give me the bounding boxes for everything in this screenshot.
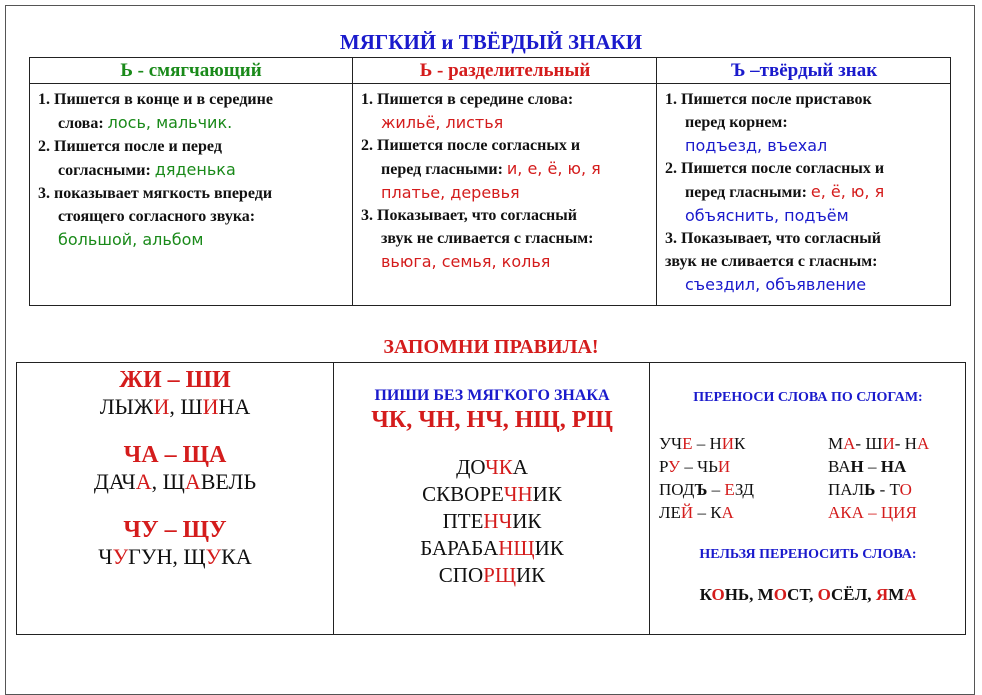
example: и, е, ё, ю, я: [506, 159, 601, 178]
no-soft-sign-column: [333, 363, 650, 634]
example: вьюга, семья, колья: [381, 252, 551, 271]
rule-text: звук не сливается с гласным:: [381, 230, 594, 247]
example: плат: [381, 183, 421, 202]
rule-text: звук не сливается с гласным:: [665, 253, 878, 270]
example: ё, листь: [425, 113, 494, 132]
rule-text: 1. Пишется после приставок: [665, 91, 872, 108]
rule-pair-heading: ЧА – ЩА: [123, 442, 227, 468]
rule-example-word: ЛЫЖИ, ШИНА: [99, 394, 251, 419]
rule-text: 1. Пишется в середине слова:: [361, 91, 574, 108]
rule-heading: ЧК, ЧН, НЧ, НЩ, РЩ: [371, 407, 613, 433]
example: лось, мальчик.: [107, 113, 233, 132]
vowel-rules-column: [17, 363, 333, 634]
syllable-example: ВАН – НА: [828, 457, 907, 476]
syllable-example: РУ – ЧЬИ: [659, 457, 731, 476]
example: ье, дерев: [420, 183, 501, 202]
example: объяснить, подъём: [685, 206, 849, 225]
rule-text: слова:: [58, 115, 104, 132]
example-word: ПТЕНЧИК: [442, 509, 542, 533]
syllable-example: ПОДЪ – ЕЗД: [659, 480, 754, 499]
example: подъезд, въехал: [685, 136, 828, 155]
syllable-example: ПАЛЬ - ТО: [828, 480, 912, 499]
example: ья: [500, 183, 520, 202]
example: жиль: [381, 113, 426, 132]
hard-sign-column: [656, 58, 951, 305]
column-header: Ь - смягчающий: [30, 58, 352, 84]
syllable-example: МА- ШИ- НА: [828, 434, 930, 453]
rule-text: 2. Пишется после и перед: [38, 138, 222, 155]
forbidden-words: КОНЬ, МОСТ, ОСЁЛ, ЯМА: [699, 585, 917, 604]
example: дяденька: [154, 160, 236, 179]
soft-sign-column: [30, 58, 352, 305]
example-word: СПОРЩИК: [438, 563, 546, 587]
rule-example-word: ЧУГУН, ЩУКА: [98, 544, 252, 569]
rule-text: 1. Пишется в конце и в середине: [38, 91, 273, 108]
rule-example-word: ДАЧА, ЩАВЕЛЬ: [93, 469, 257, 494]
hyphenation-column: [649, 363, 966, 634]
syllable-example: АКА – ЦИЯ: [828, 503, 917, 522]
example-word: БАРАБАНЩИК: [420, 536, 564, 560]
rule-text: перед корнем:: [685, 114, 788, 131]
rule-pair-heading: ЖИ – ШИ: [119, 367, 231, 393]
column-header: Ь - разделительный: [353, 58, 657, 84]
rule-text: 3. показывает мягкость впереди: [38, 185, 273, 202]
column-header: Ъ –твёрдый знак: [657, 58, 951, 84]
example: большой, альбом: [58, 230, 204, 249]
separating-soft-sign-column: [352, 58, 657, 305]
rule-heading: НЕЛЬЗЯ ПЕРЕНОСИТЬ СЛОВА:: [699, 547, 917, 562]
syllable-example: ЛЕЙ – КА: [659, 503, 734, 522]
remember-table: [16, 362, 966, 635]
rule-text: перед гласными:: [685, 184, 807, 201]
rule-text: перед гласными:: [381, 161, 503, 178]
rule-text: 2. Пишется после согласных и: [361, 137, 581, 154]
rules-table: [29, 57, 951, 306]
syllable-example: УЧЕ – НИК: [659, 434, 746, 453]
rule-text: 3. Показывает, что согласный: [665, 230, 881, 247]
example-word: ДОЧКА: [456, 455, 528, 479]
rule-heading: ПЕРЕНОСИ СЛОВА ПО СЛОГАМ:: [693, 390, 923, 405]
rule-text: 3. Показывает, что согласный: [361, 207, 577, 224]
remember-rules-heading: ЗАПОМНИ ПРАВИЛА!: [383, 336, 599, 358]
page-title: МЯГКИЙ и ТВЁРДЫЙ ЗНАКИ: [339, 30, 643, 54]
example-word: СКВОРЕЧНИК: [422, 482, 562, 506]
example: съездил, объявление: [685, 275, 867, 294]
rule-text: стоящего согласного звука:: [58, 208, 256, 225]
rule-heading: ПИШИ БЕЗ МЯГКОГО ЗНАКА: [374, 387, 610, 404]
rule-pair-heading: ЧУ – ЩУ: [123, 517, 227, 543]
rule-text: согласными:: [58, 162, 151, 179]
rule-text: 2. Пишется после согласных и: [665, 160, 885, 177]
example: я: [493, 113, 504, 132]
example: е, ё, ю, я: [810, 182, 885, 201]
